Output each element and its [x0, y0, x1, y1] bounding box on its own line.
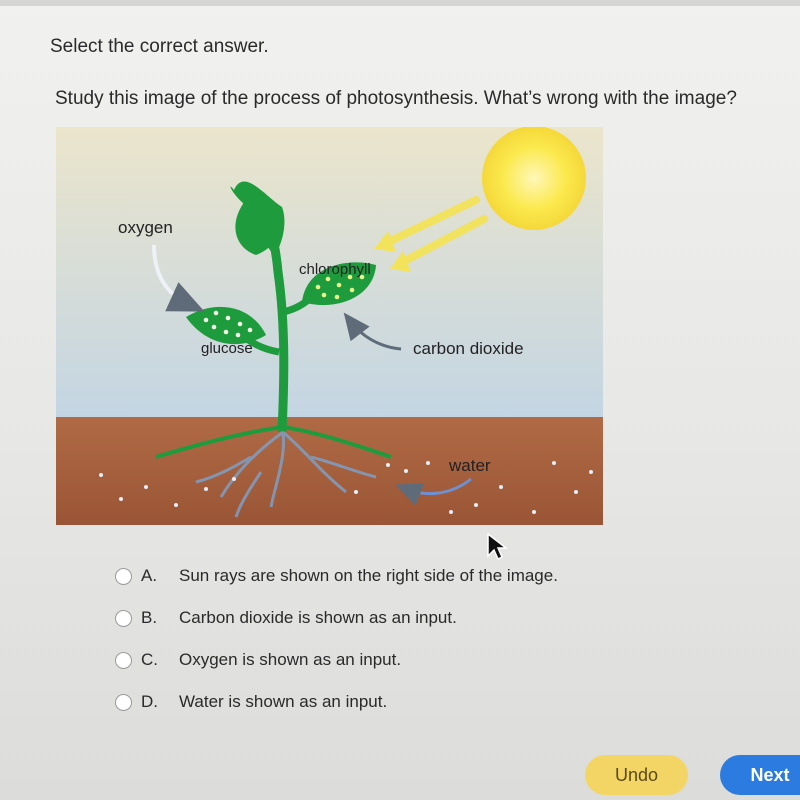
choice-letter: B. — [141, 608, 158, 627]
radio-button-a[interactable] — [115, 568, 132, 585]
choice-text: Water is shown as an input. — [179, 692, 388, 711]
choice-letter: D. — [141, 692, 158, 711]
top-border — [0, 0, 800, 6]
water-label: water — [449, 456, 491, 475]
choice-d[interactable] — [115, 681, 558, 723]
oxygen-label: oxygen — [118, 218, 173, 237]
choice-b[interactable] — [115, 597, 558, 639]
soil-background — [56, 417, 603, 525]
choice-letter: C. — [141, 650, 158, 669]
choice-c[interactable] — [115, 639, 558, 681]
answer-choices — [115, 555, 558, 723]
radio-button-d[interactable] — [115, 694, 132, 711]
choice-letter: A. — [141, 566, 158, 585]
glucose-label: glucose — [201, 340, 253, 357]
choice-text: Sun rays are shown on the right side of the image. — [179, 566, 558, 585]
choice-text: Carbon dioxide is shown as an input. — [179, 608, 457, 627]
chlorophyll-label: chlorophyll — [299, 261, 371, 278]
carbon-dioxide-label: carbon dioxide — [413, 339, 524, 358]
undo-button[interactable]: Undo — [585, 755, 688, 795]
next-button[interactable]: Next — [720, 755, 800, 795]
radio-button-b[interactable] — [115, 610, 132, 627]
sun-icon — [482, 127, 586, 230]
photosynthesis-diagram — [56, 127, 603, 525]
mouse-cursor-icon — [486, 532, 508, 562]
choice-text: Oxygen is shown as an input. — [179, 650, 402, 669]
question-text: Study this image of the process of photosynthesis. What’s wrong with the image? — [55, 88, 737, 109]
radio-button-c[interactable] — [115, 652, 132, 669]
instruction-text: Select the correct answer. — [50, 36, 269, 57]
